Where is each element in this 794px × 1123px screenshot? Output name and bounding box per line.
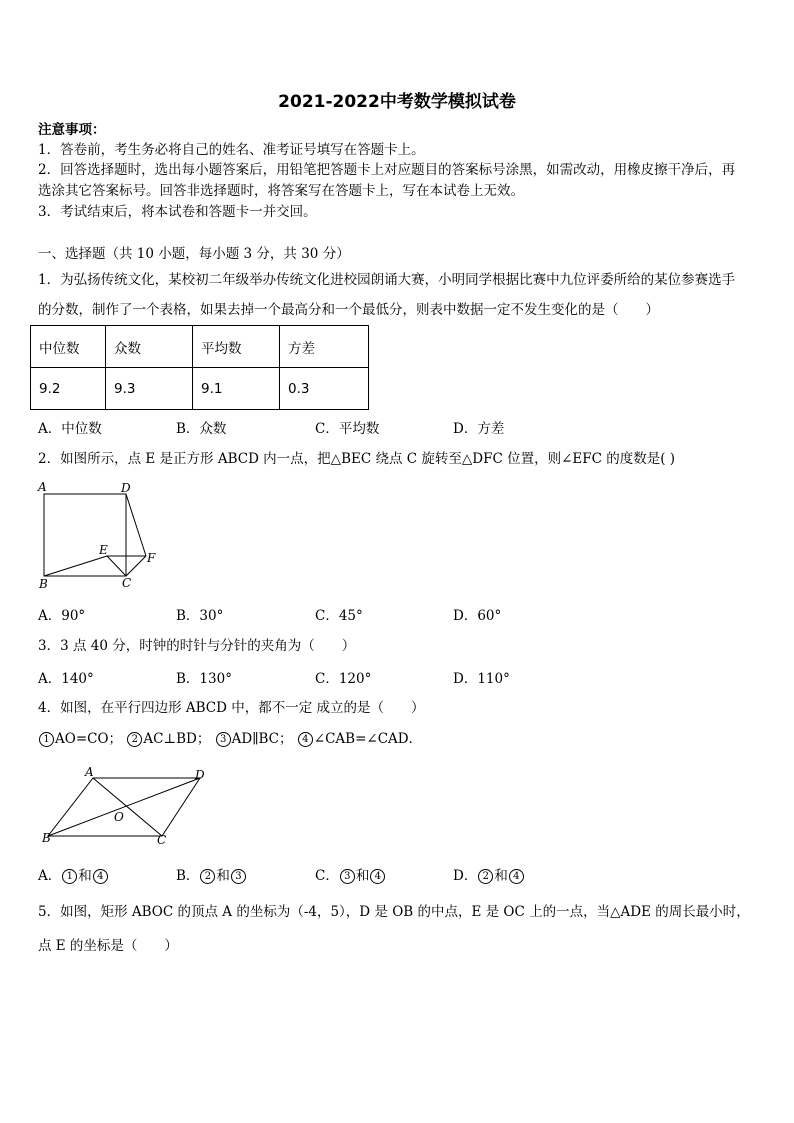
notice-item: 3．考试结束后，将本试卷和答题卡一并交回。 <box>38 204 317 220</box>
circled-number: 3 <box>216 732 231 747</box>
notice-item: 2．回答选择题时，选出每小题答案后，用铅笔把答题卡上对应题目的答案标号涂黑，如需改动，用橡皮擦干净后，再 <box>38 162 736 178</box>
q2-option-d[interactable]: D．60° <box>453 608 502 624</box>
question-4-text: 4．如图，在平行四边形 ABCD 中，都不一定 成立的是（ ） <box>38 700 425 716</box>
table-row <box>31 326 369 368</box>
question-3-text: 3．3 点 40 分，时钟的时针与分针的夹角为（ ） <box>38 638 356 654</box>
label-f: F <box>147 551 156 565</box>
table-header-cell: 方差 <box>280 326 369 368</box>
question-5-line-2: 点 E 的坐标是（ ） <box>38 938 178 954</box>
option-letter: B． <box>176 868 200 884</box>
q1-option-a[interactable]: A．中位数 <box>38 421 102 437</box>
circled-number: 3 <box>231 869 246 884</box>
label-c: C <box>122 576 132 590</box>
table-header-cell: 平均数 <box>193 326 280 368</box>
label-c: C <box>157 833 167 847</box>
diagonal-ac <box>93 778 162 836</box>
q1-option-b[interactable]: B．众数 <box>176 421 227 437</box>
label-d: D <box>195 768 205 782</box>
q4-option-d[interactable] <box>453 864 525 884</box>
segment-be <box>44 556 107 576</box>
option-letter: A． <box>38 868 62 884</box>
option-conj: 和 <box>494 868 508 884</box>
statement-text: ∠CAB=∠CAD． <box>313 731 423 747</box>
circled-number: 4 <box>93 869 108 884</box>
table-header-cell: 众数 <box>106 326 193 368</box>
circled-number: 2 <box>127 732 142 747</box>
option-letter: C． <box>315 868 339 884</box>
notice-item: 选涂其它答案标号。回答非选择题时，将答案写在答题卡上，写在本试卷上无效。 <box>38 183 524 199</box>
table-cell: 9.3 <box>106 368 193 410</box>
circled-number: 4 <box>509 869 524 884</box>
q2-option-b[interactable]: B．30° <box>176 608 224 624</box>
segment-ec <box>107 556 126 576</box>
section-heading: 一、选择题（共 10 小题，每小题 3 分，共 30 分） <box>38 246 350 262</box>
circled-number: 3 <box>340 869 355 884</box>
q1-option-c[interactable]: C．平均数 <box>315 421 380 437</box>
label-b: B <box>39 577 48 591</box>
q2-option-c[interactable]: C．45° <box>315 608 363 624</box>
statement-text: AC⊥BD； <box>143 731 211 747</box>
question-1-line-2: 的分数，制作了一个表格，如果去掉一个最高分和一个最低分，则表中数据一定不发生变化的是（ ） <box>38 302 659 318</box>
q4-option-c[interactable] <box>315 864 386 884</box>
q2-option-a[interactable]: A．90° <box>38 608 86 624</box>
square-rotation-figure <box>34 478 164 593</box>
question-2-text: 2．如图所示，点 E 是正方形 ABCD 内一点，把△BEC 绕点 C 旋转至△DFC 位置，则∠EFC 的度数是( ) <box>38 451 676 467</box>
q3-option-b[interactable]: B．130° <box>176 671 232 687</box>
q3-option-a[interactable]: A．140° <box>38 671 94 687</box>
page-title: 2021-2022中考数学模拟试卷 <box>278 92 516 112</box>
q3-option-d[interactable]: D．110° <box>453 671 510 687</box>
circled-number: 4 <box>370 869 385 884</box>
notice-heading: 注意事项： <box>38 122 106 138</box>
q4-option-b[interactable] <box>176 864 247 884</box>
option-conj: 和 <box>216 868 230 884</box>
question-4-statements <box>38 729 422 749</box>
notice-item: 1．答卷前，考生务必将自己的姓名、准考证号填写在答题卡上。 <box>38 142 425 158</box>
circled-number: 4 <box>298 732 313 747</box>
statement-text: AO=CO； <box>55 731 123 747</box>
table-header-cell: 中位数 <box>31 326 106 368</box>
parallelogram-figure <box>36 762 216 850</box>
circled-number: 2 <box>478 869 493 884</box>
table-cell: 9.1 <box>193 368 280 410</box>
segment-df <box>126 494 146 556</box>
q3-option-c[interactable]: C．120° <box>315 671 372 687</box>
table-row <box>31 368 369 410</box>
label-d: D <box>121 481 131 495</box>
question-1-line-1: 1．为弘扬传统文化，某校初二年级举办传统文化进校园朗诵大赛，小明同学根据比赛中九位评委所给的某位参赛选手 <box>38 272 736 288</box>
label-o: O <box>114 810 124 824</box>
q4-option-a[interactable] <box>38 864 109 884</box>
circled-number: 2 <box>200 869 215 884</box>
label-a: A <box>38 480 47 494</box>
circled-number: 1 <box>62 869 77 884</box>
label-a: A <box>85 765 94 779</box>
label-b: B <box>42 831 51 845</box>
circled-number: 1 <box>39 732 54 747</box>
q1-option-d[interactable]: D．方差 <box>453 421 505 437</box>
question-5-line-1: 5．如图，矩形 ABOC 的顶点 A 的坐标为（-4，5），D 是 OB 的中点，E 是 OC 上的一点，当△ADE 的周长最小时， <box>38 904 750 920</box>
table-cell: 0.3 <box>280 368 369 410</box>
segment-fc <box>126 556 146 576</box>
statement-text: AD∥BC； <box>231 731 293 747</box>
score-table <box>30 325 369 410</box>
label-e: E <box>99 543 108 557</box>
table-cell: 9.2 <box>31 368 106 410</box>
option-letter: D． <box>453 868 478 884</box>
option-conj: 和 <box>355 868 370 884</box>
option-conj: 和 <box>78 868 92 884</box>
